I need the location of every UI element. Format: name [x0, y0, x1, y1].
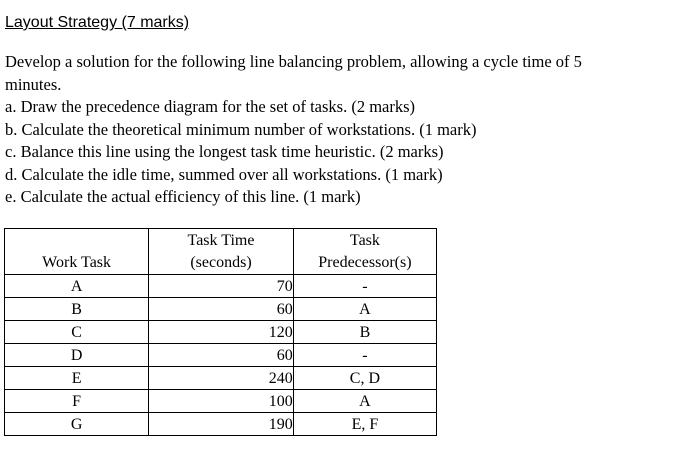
header-task-time-line1: Task Time	[187, 232, 255, 249]
header-predecessors	[293, 229, 436, 275]
predecessor-cell: A	[293, 298, 436, 321]
time-cell: 60	[149, 298, 294, 321]
predecessor-cell: -	[293, 275, 436, 298]
question-a: a. Draw the precedence diagram for the set of tasks. (2 marks)	[5, 97, 416, 116]
table-row	[5, 298, 437, 321]
header-work-task	[5, 229, 149, 275]
time-cell: 100	[149, 390, 294, 413]
question-text	[5, 51, 691, 209]
task-table	[4, 228, 437, 436]
task-cell: A	[5, 275, 149, 298]
predecessor-cell: A	[293, 390, 436, 413]
question-b: b. Calculate the theoretical minimum number of workstations. (1 mark)	[5, 119, 477, 139]
question-c: c. Balance this line using the longest task time heuristic. (2 marks)	[5, 142, 444, 161]
header-pred-line2: Predecessor(s)	[318, 254, 412, 271]
table-header-row	[5, 229, 437, 275]
predecessor-cell: E, F	[293, 413, 436, 436]
time-cell: 190	[149, 413, 294, 436]
task-cell: G	[5, 413, 149, 436]
header-work-task-label: Work Task	[42, 254, 112, 271]
question-e: e. Calculate the actual efficiency of this line. (1 mark)	[5, 187, 361, 206]
page-title: Layout Strategy (7 marks)	[5, 14, 190, 31]
question-d: d. Calculate the idle time, summed over all workstations. (1 mark)	[5, 164, 443, 184]
task-cell: F	[5, 390, 149, 413]
task-cell: C	[5, 321, 149, 344]
table-row	[5, 390, 437, 413]
header-pred-line1: Task	[349, 232, 380, 249]
time-cell: 240	[149, 367, 294, 390]
task-cell: E	[5, 367, 149, 390]
table-row	[5, 413, 437, 436]
task-cell: D	[5, 344, 149, 367]
table-row	[5, 275, 437, 298]
intro-line: Develop a solution for the following line balancing problem, allowing a cycle time of 5	[5, 52, 582, 71]
table-row	[5, 344, 437, 367]
task-cell: B	[5, 298, 149, 321]
header-task-time	[149, 229, 294, 275]
header-task-time-line2: (seconds)	[190, 254, 252, 271]
predecessor-cell: B	[293, 321, 436, 344]
time-cell: 60	[149, 344, 294, 367]
table-row	[5, 321, 437, 344]
intro-line: minutes.	[5, 74, 62, 94]
time-cell: 70	[149, 275, 294, 298]
predecessor-cell: C, D	[293, 367, 436, 390]
table-row	[5, 367, 437, 390]
time-cell: 120	[149, 321, 294, 344]
predecessor-cell: -	[293, 344, 436, 367]
